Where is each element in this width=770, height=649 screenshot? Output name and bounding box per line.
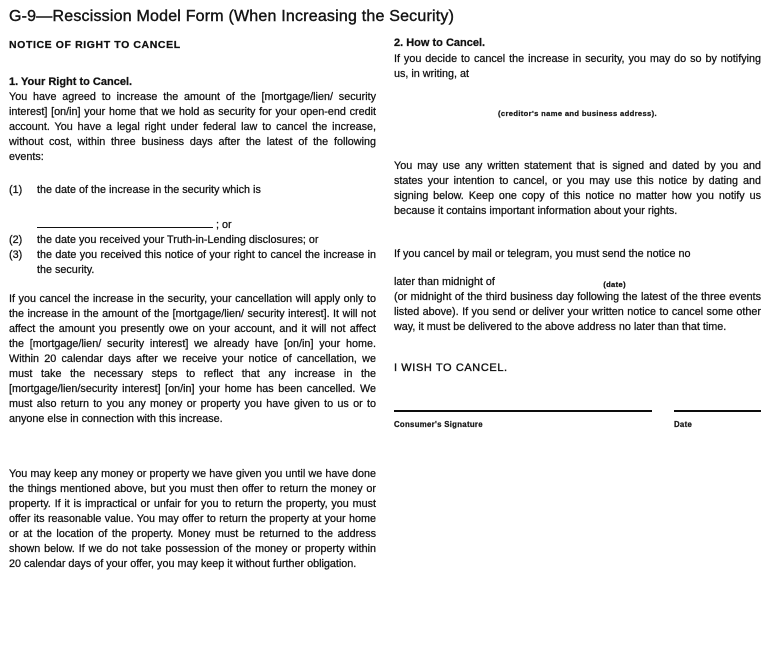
list-item-3-text: the date you received this notice of your right to cancel the increase in the security.	[37, 249, 376, 276]
blank-fill-in-line	[37, 218, 213, 228]
list-item-2	[9, 233, 376, 248]
wish-to-cancel-statement: I WISH TO CANCEL.	[394, 362, 508, 374]
increase-date-fill-in	[9, 218, 376, 233]
notice-heading: NOTICE OF RIGHT TO CANCEL	[9, 39, 181, 51]
cancellation-effect-paragraph: If you cancel the increase in the security, your cancellation will apply only to the increase in the amount of the [mortgage/lien/ security interest]. It will not affect the amount you presently owe on your account, and it will not affect the [mortgage/lien/ security interest] we already have [on/in] your home. Within 20 calendar days after we receive your notice of cancellation, we must take the necessary steps to reflect that any increase in the [mortgage/lien/security interest] [on/in] your home has been cancelled. We must also return to you any money or property you have given to us or to anyone else in connection with this increase.	[9, 293, 376, 425]
two-column-layout	[9, 36, 761, 572]
consumer-signature-label: Consumer's Signature	[394, 420, 483, 429]
how-to-cancel-paragraph: If you decide to cancel the increase in security, you may do so by notifying us, in writing, at	[394, 53, 761, 80]
date-label: Date	[674, 420, 693, 429]
list-item-1-text: the date of the increase in the security which is	[37, 184, 261, 196]
page-title: G-9—Rescission Model Form (When Increasing the Security)	[9, 8, 455, 25]
midnight-date-fill-in	[394, 275, 761, 290]
consumer-signature-block	[394, 410, 652, 432]
list-marker-1: (1)	[9, 184, 23, 196]
section-2-heading: 2. How to Cancel.	[394, 37, 486, 49]
list-marker-2: (2)	[9, 234, 23, 246]
creditor-address-caption: (creditor's name and business address).	[498, 109, 657, 118]
right-to-cancel-paragraph: You have agreed to increase the amount of the [mortgage/lien/ security interest] [on/in] your home that we hold as security for your open-end credit account. You have a legal right under federal law to cancel the increase, without cost, within three business days after the latest of the following events:	[9, 91, 376, 163]
date-block	[674, 410, 761, 432]
list-item-2-text: the date you received your Truth-in-Lending disclosures; or	[37, 234, 319, 246]
third-business-day-paragraph: (or midnight of the third business day following the latest of the three events listed above). If you send or deliver your written notice to cancel some other way, it must be delivered to the above address no later than that time.	[394, 291, 761, 333]
midnight-prefix: later than midnight of	[394, 276, 495, 288]
right-column	[394, 36, 761, 572]
written-statement-paragraph: You may use any written statement that is signed and dated by you and states your intention to cancel, or you may use this notice by dating and signing below. Keep one copy of this notice no matter how you notify us because it contains important information about your rights.	[394, 160, 761, 217]
money-property-paragraph: You may keep any money or property we have given you until we have done the things mentioned above, but you must then offer to return the money or property. If it is impractical or unfair for you to return the property, you must offer its reasonable value. You may offer to return the property at your home or at the location of the property. Money must be returned to the address shown below. If we do not take possession of the money or property within 20 calendar days of your offer, you may keep it without further obligation.	[9, 468, 376, 570]
list-item-3	[9, 248, 376, 278]
section-1-heading: 1. Your Right to Cancel.	[9, 76, 133, 88]
consumer-signature-line	[394, 410, 652, 412]
blank-suffix: ; or	[216, 219, 232, 231]
date-caption: (date)	[603, 280, 626, 289]
date-line	[674, 410, 761, 412]
mail-telegram-line: If you cancel by mail or telegram, you must send the notice no	[394, 248, 691, 260]
signature-row	[394, 410, 761, 432]
list-item-1	[9, 183, 376, 198]
left-column	[9, 36, 376, 572]
list-marker-3: (3)	[9, 249, 23, 261]
